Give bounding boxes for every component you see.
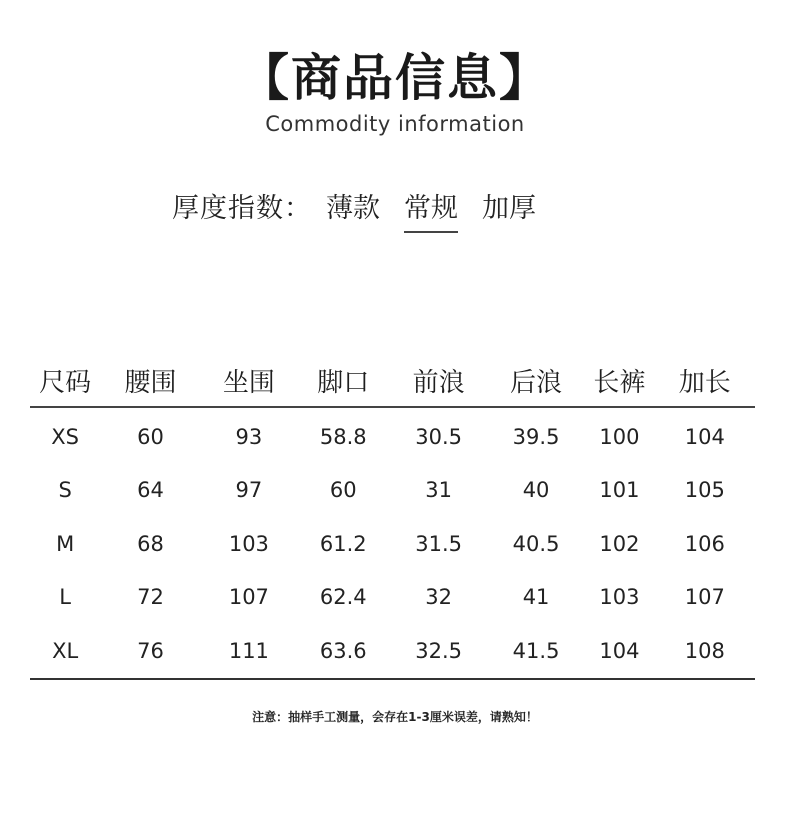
table-cell: 105 [684, 478, 725, 503]
column-header-front-rise: 前浪 [412, 367, 465, 398]
table-cell: 104 [599, 638, 640, 663]
size-table [30, 354, 755, 680]
table-cell: 31 [425, 478, 453, 503]
table-cell: 58.8 [319, 424, 367, 449]
table-row [30, 571, 755, 625]
measurement-note: 注意：抽样手工测量，会存在1-3厘米误差，请熟知！ [252, 710, 538, 724]
table-cell: 97 [235, 478, 263, 503]
table-cell: 41 [522, 585, 550, 610]
table-cell: 111 [228, 638, 269, 663]
table-cell: 63.6 [319, 638, 367, 663]
column-header-back-rise: 后浪 [510, 367, 563, 398]
table-cell: 101 [599, 478, 640, 503]
table-cell: M [56, 531, 75, 556]
table-row [30, 624, 755, 679]
page-title: 【商品信息】 [239, 49, 551, 107]
table-cell: 100 [599, 424, 640, 449]
column-header-waist: 腰围 [124, 367, 177, 398]
column-header-size: 尺码 [39, 367, 92, 398]
table-cell: 39.5 [512, 424, 560, 449]
table-cell: 107 [228, 585, 269, 610]
table-cell: 60 [329, 478, 357, 503]
table-cell: 102 [599, 531, 640, 556]
table-cell: 40.5 [512, 531, 560, 556]
size-table-header [30, 354, 755, 407]
table-row [30, 464, 755, 518]
thickness-option-thick: 加厚 [482, 193, 536, 224]
table-cell: XL [52, 638, 79, 663]
column-header-long-length: 加长 [678, 367, 731, 398]
table-cell: 107 [684, 585, 725, 610]
table-cell: 30.5 [415, 424, 463, 449]
table-cell: 32.5 [415, 638, 463, 663]
table-cell: 60 [137, 424, 164, 449]
table-cell: 103 [599, 585, 640, 610]
page-subtitle: Commodity information [265, 112, 525, 136]
table-cell: 61.2 [319, 531, 367, 556]
table-row [30, 407, 755, 464]
table-cell: 31.5 [415, 531, 463, 556]
table-cell: 40 [522, 478, 550, 503]
table-cell: 93 [235, 424, 263, 449]
table-cell: 72 [137, 585, 164, 610]
table-cell: 64 [137, 478, 164, 503]
column-header-leg-opening: 脚口 [317, 367, 370, 398]
table-cell: 41.5 [512, 638, 560, 663]
table-cell: 76 [137, 638, 164, 663]
thickness-option-thin: 薄款 [326, 193, 380, 224]
table-cell: 103 [228, 531, 269, 556]
column-header-hip: 坐围 [222, 367, 275, 398]
thickness-option-regular: 常规 [404, 186, 458, 225]
table-cell: 62.4 [319, 585, 367, 610]
table-cell: 32 [425, 585, 453, 610]
table-cell: XS [51, 424, 79, 449]
table-cell: S [58, 478, 72, 503]
thickness-index [172, 186, 536, 225]
column-header-length: 长裤 [593, 367, 646, 398]
table-cell: L [59, 585, 71, 610]
table-cell: 108 [684, 638, 725, 663]
table-row [30, 517, 755, 571]
table-cell: 68 [137, 531, 164, 556]
thickness-label: 厚度指数： [172, 193, 312, 224]
table-cell: 106 [684, 531, 725, 556]
table-cell: 104 [684, 424, 725, 449]
